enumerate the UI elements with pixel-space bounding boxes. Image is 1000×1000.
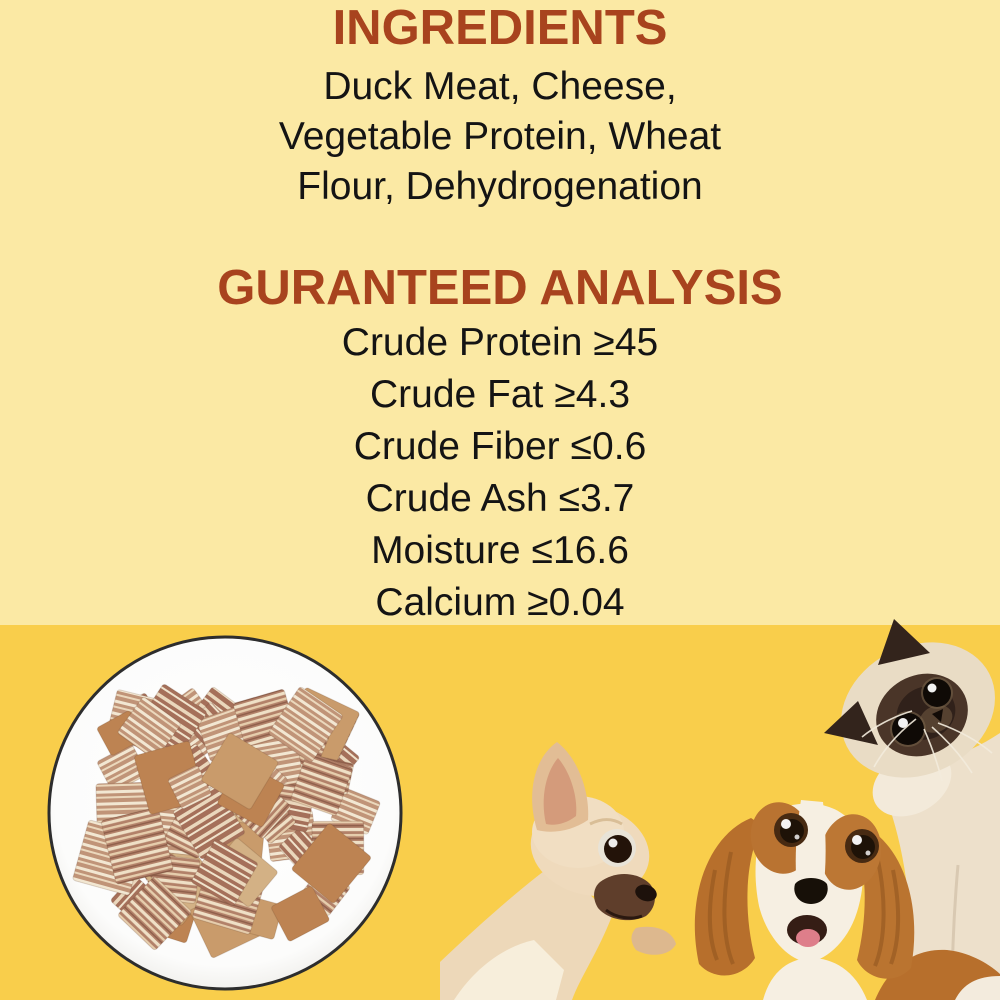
- chihuahua-photo: [440, 732, 680, 1000]
- cat-eye: [892, 713, 924, 745]
- analysis-label: Crude Fat: [369, 373, 544, 416]
- analysis-value: ≤3.7: [558, 477, 635, 520]
- analysis-value: ≤16.6: [531, 529, 629, 572]
- analysis-value: ≥0.04: [527, 581, 625, 624]
- ingredients-text: [0, 62, 1000, 212]
- analysis-row: [0, 317, 1000, 369]
- analysis-value: ≤0.6: [570, 425, 647, 468]
- analysis-row: [0, 525, 1000, 577]
- ingredients-line: Vegetable Protein, Wheat: [278, 115, 722, 158]
- ingredients-heading: INGREDIENTS: [332, 1, 668, 55]
- treats-plate-photo: [40, 632, 410, 1000]
- analysis-label: Moisture: [371, 529, 521, 572]
- spaniel-tongue: [796, 929, 820, 947]
- analysis-row: [0, 473, 1000, 525]
- analysis-list: [0, 317, 1000, 629]
- cat-eye: [923, 679, 951, 707]
- analysis-label: Crude Protein: [341, 321, 583, 364]
- analysis-label: Crude Fiber: [353, 425, 560, 468]
- spaniel-figure: [695, 797, 1000, 1000]
- chihuahua-eye: [604, 835, 632, 863]
- analysis-label: Calcium: [375, 581, 517, 624]
- analysis-heading: GURANTEED ANALYSIS: [217, 261, 783, 315]
- chihuahua-figure: [440, 742, 676, 1000]
- spaniel-photo: [655, 760, 1000, 1000]
- analysis-row: [0, 421, 1000, 473]
- ingredients-line: Flour, Dehydrogenation: [297, 165, 703, 208]
- analysis-label: Crude Ash: [365, 477, 548, 520]
- analysis-value: ≥45: [593, 321, 659, 364]
- analysis-row: [0, 369, 1000, 421]
- analysis-value: ≥4.3: [554, 373, 631, 416]
- ingredients-line: Duck Meat, Cheese,: [323, 65, 677, 108]
